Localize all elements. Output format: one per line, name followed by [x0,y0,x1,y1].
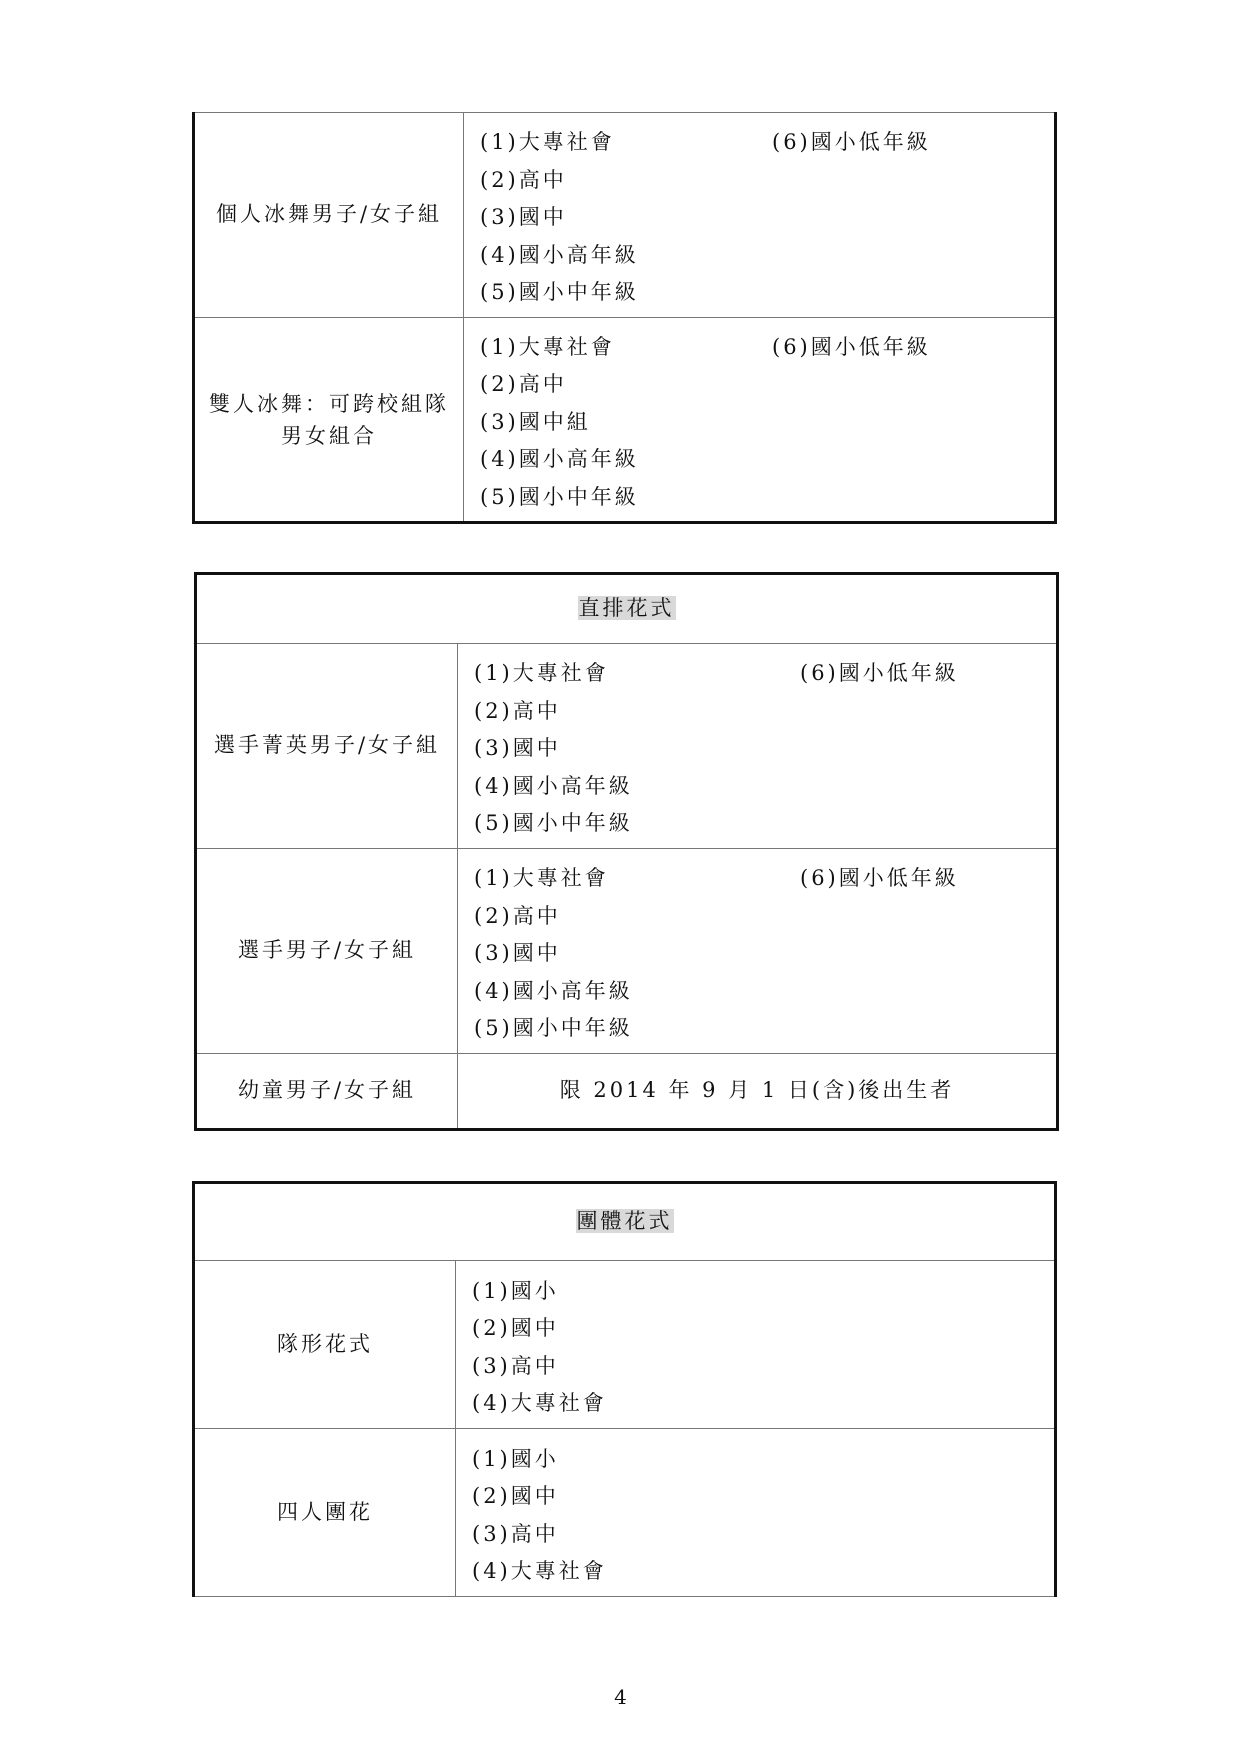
level-item: (5)國小中年級 [474,811,633,836]
level-item: (5)國小中年級 [480,280,639,305]
level-item: (3)國中 [474,736,561,761]
table-row [196,849,1058,1054]
category-line: 雙人冰舞：可跨校組隊 [209,391,449,416]
level-item: (4)國小高年級 [474,978,633,1003]
table-row [194,1429,1056,1597]
level-item: (1)大專社會 [474,661,609,686]
level-item: (6)國小低年級 [772,334,931,359]
section-title: 直排花式 [578,596,675,621]
levels-cell [464,318,1056,523]
level-item: (6)國小低年級 [800,866,959,891]
level-item: (2)國中 [472,1484,559,1508]
levels-cell [458,644,1058,849]
category-cell [194,318,464,523]
level-item: (2)國中 [472,1316,559,1340]
team-figure-table [192,1181,1057,1597]
category-cell: 個人冰舞男子/女子組 [194,113,464,318]
level-item: (1)大專社會 [474,866,609,891]
level-item: (4)國小高年級 [474,773,633,798]
category-cell: 選手男子/女子組 [196,849,458,1054]
level-item: (1)大專社會 [480,130,615,155]
level-item: (3)國中組 [480,409,591,434]
level-item: (2)高中 [474,903,561,928]
section-title: 團體花式 [576,1209,673,1234]
table-header-row [196,574,1058,644]
level-item: (1)國小 [472,1278,559,1303]
level-item: (4)大專社會 [472,1559,607,1583]
level-item: (6)國小低年級 [772,130,931,155]
level-item: (3)國中 [480,205,567,230]
table-row [194,318,1056,523]
level-item: (4)大專社會 [472,1391,607,1415]
section-header [196,574,1058,644]
level-item: (2)高中 [480,372,567,397]
level-item: (6)國小低年級 [800,661,959,686]
note-cell: 限 2014 年 9 月 1 日(含)後出生者 [458,1054,1058,1130]
level-item: (5)國小中年級 [474,1016,633,1041]
level-item: (2)高中 [480,167,567,192]
table-row [196,644,1058,849]
levels-cell [456,1261,1056,1429]
section-header [194,1183,1056,1261]
page-number: 4 [614,1685,627,1709]
category-cell: 隊形花式 [194,1261,456,1429]
levels-cell [456,1429,1056,1597]
level-item: (1)國小 [472,1446,559,1471]
category-cell: 四人團花 [194,1429,456,1597]
level-item: (5)國小中年級 [480,484,639,509]
level-item: (4)國小高年級 [480,447,639,472]
levels-cell [464,113,1056,318]
table-row [196,1054,1058,1130]
table-row [194,1261,1056,1429]
level-item: (3)高中 [472,1353,559,1378]
level-item: (3)國中 [474,941,561,966]
ice-dance-table [192,112,1057,524]
inline-figure-table [194,572,1059,1131]
levels-cell [458,849,1058,1054]
category-cell: 選手菁英男子/女子組 [196,644,458,849]
level-item: (1)大專社會 [480,334,615,359]
category-line: 男女組合 [281,423,377,448]
level-item: (4)國小高年級 [480,242,639,267]
level-item: (3)高中 [472,1521,559,1546]
category-cell: 幼童男子/女子組 [196,1054,458,1130]
level-item: (2)高中 [474,698,561,723]
table-header-row [194,1183,1056,1261]
table-row [194,113,1056,318]
